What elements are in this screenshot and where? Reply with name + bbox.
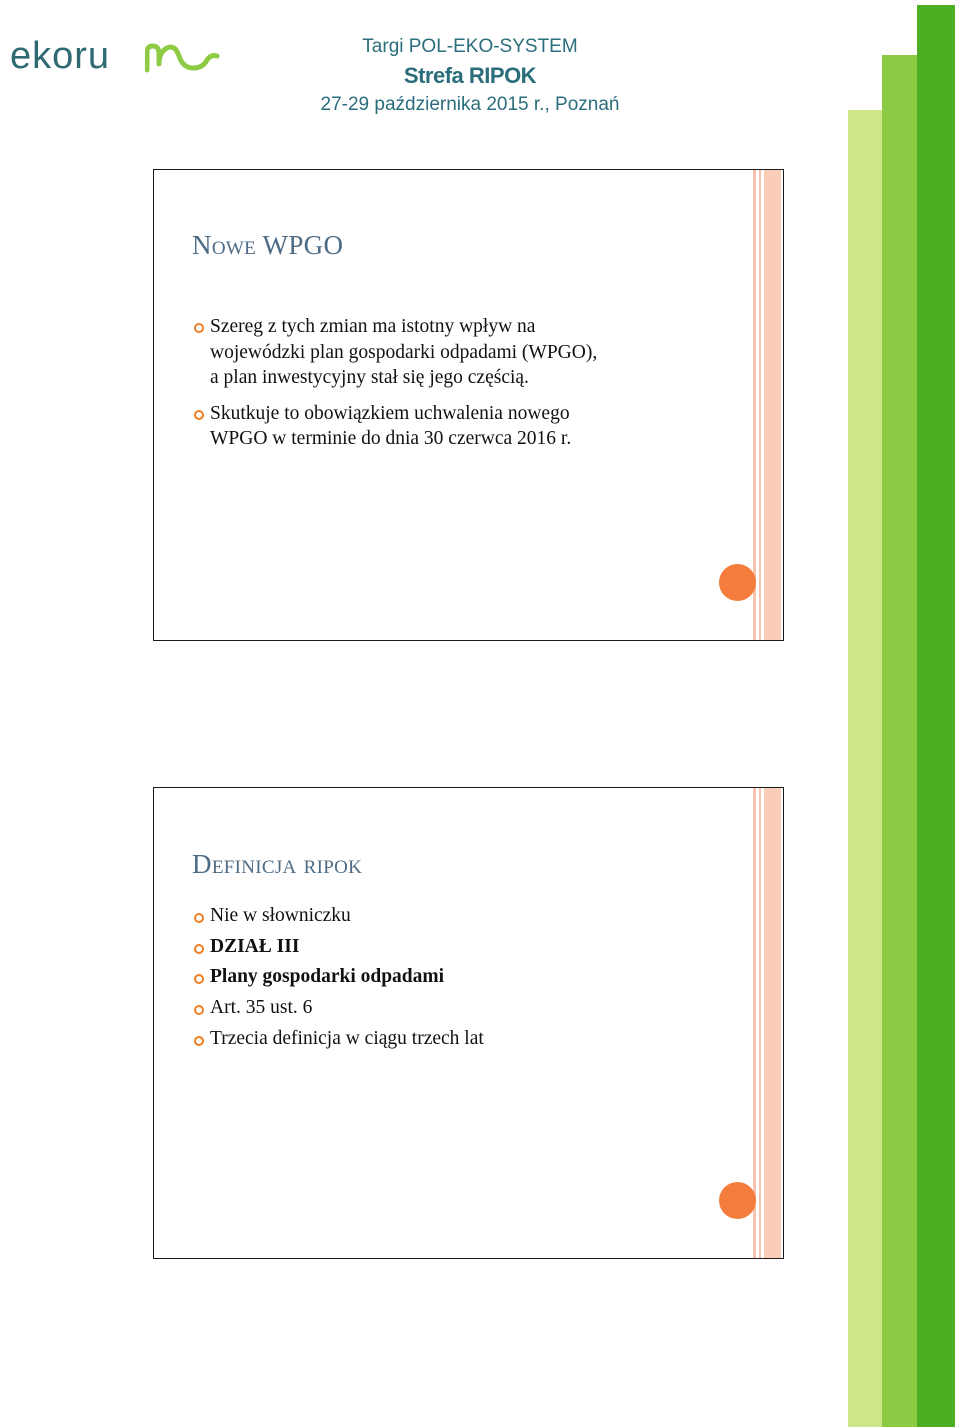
list-item: Art. 35 ust. 6 [192, 993, 692, 1024]
stripe-dark-green [917, 5, 955, 1427]
stripe-mid-green [882, 55, 917, 1427]
event-date-place: 27-29 października 2015 r., Poznań [320, 94, 620, 115]
event-name: Targi POL-EKO-SYSTEM [362, 36, 578, 57]
bullet-ring-icon [194, 913, 204, 923]
ekorum-logo [10, 34, 215, 78]
bullet-ring-icon [194, 410, 204, 420]
list-item: DZIAŁ III [192, 932, 692, 963]
slide-edge-decoration [751, 788, 783, 1258]
list-item: Szereg z tych zmian ma istotny wpływ na wojewódzki plan gospodarki odpadami (WPGO), a plan inwestycyjny stał się jego częścią. [192, 314, 692, 391]
bullet-list [192, 314, 692, 462]
list-item: Plany gospodarki odpadami [192, 962, 692, 993]
bullet-ring-icon [194, 1005, 204, 1015]
bullet-ring-icon [194, 944, 204, 954]
logo-wave-mark [145, 42, 220, 74]
event-header [300, 33, 640, 119]
logo-text: ekoru [10, 35, 111, 77]
slide-edge-decoration [751, 170, 783, 640]
slide-definicja-ripok [153, 787, 784, 1259]
list-item: Skutkuje to obowiązkiem uchwalenia nowego WPGO w terminie do dnia 30 czerwca 2016 r. [192, 401, 692, 452]
list-item: Trzecia definicja w ciągu trzech lat [192, 1024, 692, 1055]
orange-dot [719, 1182, 756, 1219]
list-item: Nie w słowniczku [192, 901, 692, 932]
orange-dot [719, 564, 756, 601]
bullet-ring-icon [194, 974, 204, 984]
stripe-light-green [848, 110, 882, 1427]
bullet-ring-icon [194, 1036, 204, 1046]
slide-title: Nowe WPGO [192, 230, 344, 260]
bullet-ring-icon [194, 323, 204, 333]
event-zone: Strefa RIPOK [403, 63, 537, 88]
bullet-list [192, 901, 692, 1055]
slide-nowe-wpgo [153, 169, 784, 641]
slide-title: Definicja ripok [192, 849, 363, 879]
